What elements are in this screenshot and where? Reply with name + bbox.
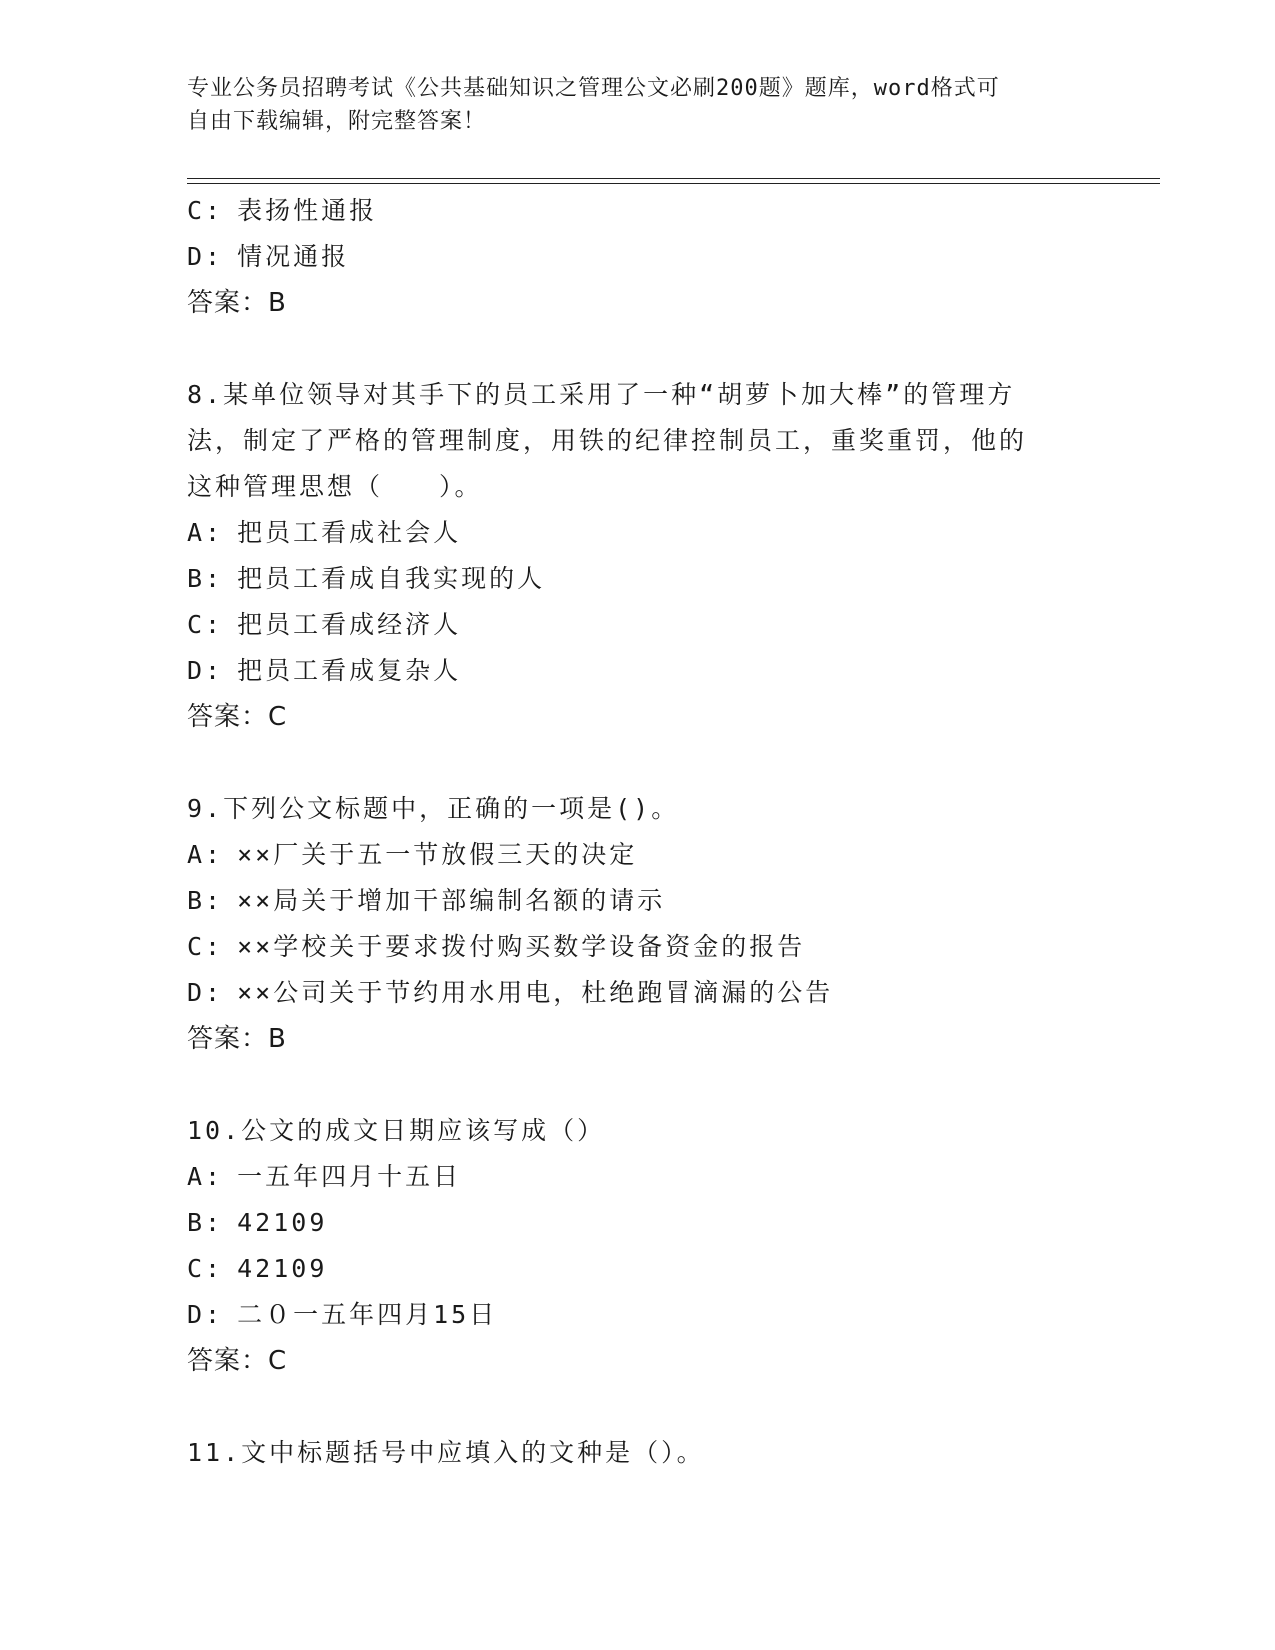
answer: 答案：B — [187, 288, 287, 318]
spacer — [187, 326, 1087, 372]
question-stem-line: 10.公文的成文日期应该写成（） — [187, 1116, 606, 1145]
question-8 — [187, 372, 1087, 740]
page-header — [187, 72, 1087, 138]
option-c: C: 把员工看成经济人 — [187, 610, 462, 639]
option-b: B: 42109 — [187, 1208, 328, 1237]
question-stem-line: 这种管理思想（ ）。 — [187, 472, 483, 501]
header-line-1: 专业公务员招聘考试《公共基础知识之管理公文必刷200题》题库，word格式可 — [187, 76, 1000, 101]
option-d: D: 二０一五年四月15日 — [187, 1300, 498, 1329]
question-stem-line: 8.某单位领导对其手下的员工采用了一种“胡萝卜加大棒”的管理方 — [187, 380, 1016, 409]
header-divider — [187, 178, 1160, 184]
spacer — [187, 1384, 1087, 1430]
question-stem-line: 9.下列公文标题中，正确的一项是()。 — [187, 794, 680, 823]
document-body — [187, 188, 1087, 1476]
header-line-2: 自由下载编辑，附完整答案！ — [187, 109, 487, 134]
option-d: D: 把员工看成复杂人 — [187, 656, 462, 685]
option-d: D: ××公司关于节约用水用电，杜绝跑冒滴漏的公告 — [187, 978, 834, 1007]
option-b: B: 把员工看成自我实现的人 — [187, 564, 546, 593]
option-c: C: ××学校关于要求拨付购买数学设备资金的报告 — [187, 932, 806, 961]
answer: 答案：B — [187, 1024, 287, 1054]
option-a: A: ××厂关于五一节放假三天的决定 — [187, 840, 638, 869]
option-c: C: 42109 — [187, 1254, 328, 1283]
option-c: C: 表扬性通报 — [187, 196, 378, 225]
answer: 答案：C — [187, 702, 288, 732]
question-7 — [187, 188, 1087, 326]
option-a: A: 一五年四月十五日 — [187, 1162, 462, 1191]
question-9 — [187, 786, 1087, 1062]
answer: 答案：C — [187, 1346, 288, 1376]
question-stem-line: 11.文中标题括号中应填入的文种是（）。 — [187, 1438, 705, 1467]
question-10 — [187, 1108, 1087, 1384]
question-stem-line: 法，制定了严格的管理制度，用铁的纪律控制员工，重奖重罚，他的 — [187, 426, 1028, 455]
option-b: B: ××局关于增加干部编制名额的请示 — [187, 886, 666, 915]
question-11 — [187, 1430, 1087, 1476]
spacer — [187, 740, 1087, 786]
spacer — [187, 1062, 1087, 1108]
option-a: A: 把员工看成社会人 — [187, 518, 462, 547]
option-d: D: 情况通报 — [187, 242, 350, 271]
